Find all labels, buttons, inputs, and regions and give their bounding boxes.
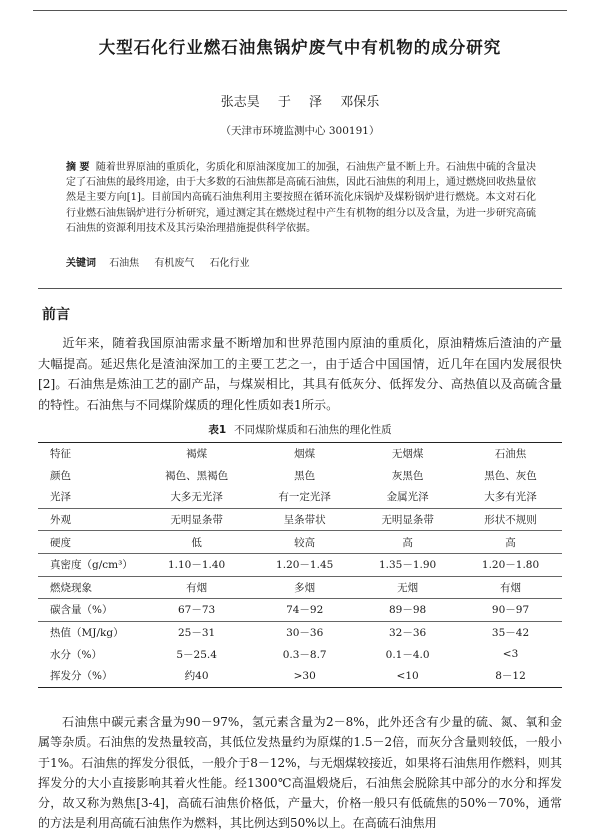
table-cell: 无烟 [356,576,459,599]
table-cell: 无明显条带 [356,508,459,531]
row-label: 光泽 [50,491,71,504]
table-cell: 高 [356,531,459,554]
keyword: 石化行业 [209,258,250,269]
table-cell: 较高 [253,531,356,554]
table-cell: 74－92 [253,599,356,622]
table-header-cell: 无烟煤 [356,443,459,465]
table-row [38,508,562,531]
body-paragraph: 石油焦中碳元素含量为90－97%，氢元素含量为2－8%，此外还含有少量的硫、氮、氧和金属等杂质。石油焦的发热量较高，其低位发热量约为原煤的1.5－2倍，而灰分含量则较低，一般小于1%。石油焦的挥发分很低，一般介于8－12%，与无烟煤较接近，如果将石油焦用作燃料，则其挥发分的大小直接影响其着火性能。经1300℃高温煅烧后，石油焦会脱除其中部分的水分和挥发分，故又称为熟焦[3-4]，高硫石油焦价格低，产量大，价格一般只有低硫焦的50%－70%，通常的方法是利用高硫石油焦作为燃料，其比例达到50%以上。在高硫石油焦用 [38,715,562,831]
table-row [38,599,562,622]
row-label: 颜色 [50,469,71,482]
abstract-text: 随着世界原油的重质化，劣质化和原油深度加工的加强，石油焦产量不断上升。石油焦中硫的含量决定了石油焦的最终用途，由于大多数的石油焦都是高硫石油焦，因此石油焦的利用上，通过燃烧回收热量依然是主要方向[1]。目前国内高硫石油焦利用主要按照在循环流化床锅炉及煤粉锅炉进行燃烧。本文对石化行业燃石油焦锅炉进行分析研究，通过测定其在燃烧过程中产生有机物的组分以及含量，为进一步研究高硫石油焦的资源利用技术及其污染治理措施提供科学依据。 [66,162,537,234]
row-label: 燃烧现象 [38,576,140,599]
table-cell: 低 [140,531,253,554]
table-cell: 有一定光泽 [278,491,331,504]
table-cell: 大多无光泽 [170,491,223,504]
table-cell: 灰黑色 [391,469,424,482]
row-label: 硬度 [38,531,140,554]
table-cell: 黑色 [294,469,316,482]
table-cell: 金属光泽 [386,491,429,504]
table-number: 表1 [208,424,227,436]
table-header-cell: 石油焦 [459,443,562,465]
table-cell: 90－97 [459,599,562,622]
author-line [0,91,600,110]
table-cell: 1.10－1.40 [140,553,253,576]
table-cell: 8－12 [459,665,562,687]
table-cell: >30 [253,665,356,687]
table-cell: 高 [459,531,562,554]
table-row [38,621,562,643]
table-cell: <3 [502,648,519,661]
table-row [38,553,562,576]
author-name: 邓保乐 [340,95,380,110]
table-row [38,576,562,599]
row-label: 碳含量（%） [38,599,140,622]
keyword: 石油焦 [109,258,140,269]
row-label: 外观 [38,508,140,531]
header-rule [33,10,567,11]
keywords-label: 关键词 [66,258,96,269]
section-heading: 前言 [42,307,70,323]
table-header-row [38,443,562,465]
table-cell: 黑色、灰色 [484,469,537,482]
table-cell: 1.35－1.90 [356,553,459,576]
table-cell: 89－98 [356,599,459,622]
table-row [38,643,562,665]
table-cell: 5－25.4 [176,648,217,661]
table-cell: 0.3－8.7 [282,648,327,661]
table-cell: 多烟 [253,576,356,599]
keyword: 有机废气 [154,258,195,269]
properties-table [38,442,562,688]
article-title: 大型石化行业燃石油焦锅炉废气中有机物的成分研究 [98,38,502,57]
table-cell: 30－36 [253,621,356,643]
table-cell: <10 [356,665,459,687]
table-cell: 有烟 [140,576,253,599]
table-row [38,531,562,554]
table-cell: 约40 [140,665,253,687]
table-cell: 呈条带状 [253,508,356,531]
table-cell: 无明显条带 [140,508,253,531]
section-divider [38,288,562,289]
row-label: 热值（MJ/kg） [38,621,140,643]
table-row [38,486,562,508]
table-cell: 0.1－4.0 [385,648,430,661]
table-row [38,665,562,687]
author-name: 于 泽 [277,95,323,110]
table-header-cell: 烟煤 [253,443,356,465]
table-header-cell: 特征 [38,443,140,465]
table-cell: 大多有光泽 [484,491,537,504]
row-label: 挥发分（%） [38,665,140,687]
row-label: 水分（%） [50,648,102,661]
table-cell: 形状不规则 [459,508,562,531]
table-cell: 35－42 [459,621,562,643]
table-cell: 1.20－1.80 [459,553,562,576]
row-label: 真密度（g/cm³） [38,553,140,576]
table-caption-text: 不同煤阶煤质和石油焦的理化性质 [234,424,392,436]
table-row [38,465,562,487]
table-cell: 32－36 [356,621,459,643]
table-cell: 1.20－1.45 [253,553,356,576]
abstract [66,160,536,236]
table-cell: 褐色、黑褐色 [165,469,229,482]
table-caption [0,422,600,437]
intro-paragraph: 近年来，随着我国原油需求量不断增加和世界范围内原油的重质化，原油精炼后渣油的产量大幅提高。延迟焦化是渣油深加工的主要工艺之一，由于适合中国国情，近几年在国内发展很快[2]。石油焦是炼油工艺的副产品，与煤炭相比，其具有低灰分、低挥发分、高热值以及高硫含量的特性。石油焦与不同煤阶煤质的理化性质如表1所示。 [38,336,562,412]
table-cell: 67－73 [140,599,253,622]
abstract-label: 摘 要 [66,162,90,173]
table-cell: 有烟 [459,576,562,599]
keywords [66,254,536,269]
affiliation: （天津市环境监测中心 300191） [220,125,380,137]
table-cell: 25－31 [140,621,253,643]
table-header-cell: 褐煤 [140,443,253,465]
author-name: 张志昊 [220,95,260,110]
